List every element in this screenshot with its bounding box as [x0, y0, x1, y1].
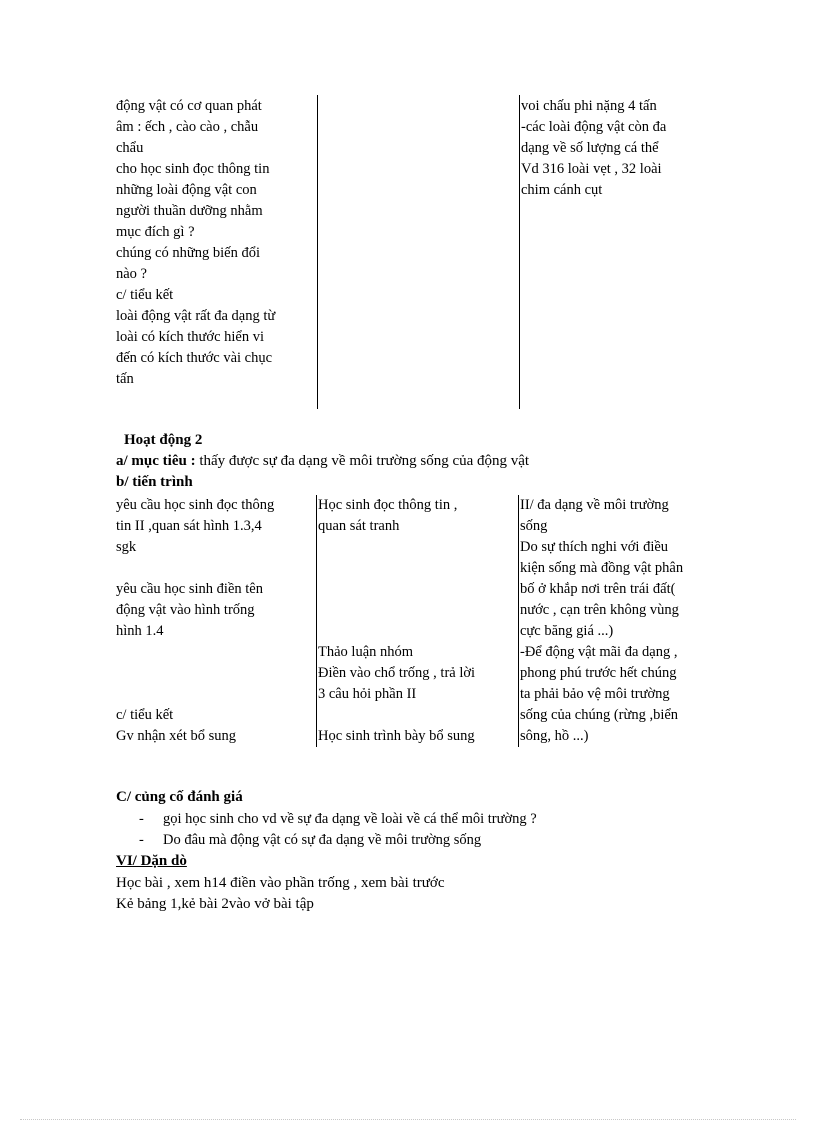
table1-col1-line: những loài động vật con [116, 182, 257, 198]
table2-col1-line: hình 1.4 [116, 623, 164, 639]
table2-col2-line [318, 621, 518, 642]
table1-col1-line: chẩu [116, 140, 144, 156]
table2-col1-line: yêu cầu học sinh đọc thông [116, 497, 275, 513]
table1-col3-line: Vd 316 loài vẹt , 32 loài [521, 161, 662, 177]
table2-col1-line [116, 684, 316, 705]
table2-col2-line [318, 537, 518, 558]
table2-col3-line: sông, hồ ...) [520, 728, 589, 744]
objective-label: a/ mục tiêu : [116, 453, 196, 469]
homework-title: VI/ Dặn dò [116, 853, 187, 869]
consolidation-title: C/ củng cố đánh giá [116, 789, 243, 805]
table1-col3-line: dạng về số lượng cá thể [521, 140, 659, 156]
homework-line: Học bài , xem h14 điền vào phần trống , xem bài trước [116, 875, 445, 891]
table2-col1-line: tin II ,quan sát hình 1.3,4 [116, 518, 262, 534]
table2-col1 [116, 495, 316, 747]
table2-col3-line: nước , cạn trên không vùng [520, 602, 679, 618]
table2-col3-line: kiện sống mà đồng vật phân [520, 560, 684, 576]
table1-col1-line: loài có kích thước hiển vi [116, 329, 265, 345]
table2-col2-line [318, 600, 518, 621]
table2-col3-line: sống [520, 518, 548, 534]
table2-col1-line [116, 642, 316, 663]
table2-col1-line: Gv nhận xét bổ sung [116, 728, 237, 744]
table2-col3-line: Do sự thích nghi với điều [520, 539, 669, 555]
table1-col3-line: voi chấu phi nặng 4 tấn [521, 98, 657, 114]
bullet-marker: - [139, 832, 144, 848]
table2-col2-line: Học sinh trình bày bổ sung [318, 728, 475, 744]
page-bottom-border [20, 1119, 796, 1120]
table2-col1-line: yêu cầu học sinh điền tên [116, 581, 263, 597]
table2-col2 [318, 495, 518, 747]
table1-col3 [521, 96, 721, 201]
table1-col1-line: loài động vật rất đa dạng từ [116, 308, 276, 324]
table1-col1-line: mục đích gì ? [116, 224, 195, 240]
table1-divider-left [317, 95, 318, 409]
table1-col1-line: đến có kích thước vài chục [116, 350, 273, 366]
consolidation-bullet [139, 811, 537, 828]
table1-col3-line: -các loài động vật còn đa [521, 119, 667, 135]
activity2-objective [116, 453, 529, 470]
table2-col1-line [116, 558, 316, 579]
activity2-process-label: b/ tiến trình [116, 474, 193, 490]
bullet-marker: - [139, 811, 144, 827]
table2-col2-line [318, 558, 518, 579]
homework-line: Kẻ bảng 1,kẻ bài 2vào vở bài tập [116, 896, 314, 912]
table1-col1-line: nào ? [116, 266, 147, 282]
table2-col3-line: -Để động vật mãi đa dạng , [520, 644, 678, 660]
table1-col1 [116, 96, 316, 390]
table2-divider-right [518, 495, 519, 747]
table2-col1-line [116, 663, 316, 684]
table2-col2-line: Học sinh đọc thông tin , [318, 497, 458, 513]
table1-col1-line: cho học sinh đọc thông tin [116, 161, 270, 177]
table2-col3 [520, 495, 730, 747]
table1-divider-right [519, 95, 520, 409]
consolidation-bullet [139, 832, 481, 849]
bullet-text: Do đâu mà động vật có sự đa dạng về môi trường sống [163, 832, 482, 848]
table1-col1-line: động vật có cơ quan phát [116, 98, 262, 114]
table2-col3-line: sống của chúng (rừng ,biển [520, 707, 679, 723]
activity2-title: Hoạt động 2 [124, 432, 203, 448]
table2-divider-left [316, 495, 317, 747]
table1-col1-line: c/ tiểu kết [116, 287, 174, 303]
table2-col2-line: Thảo luận nhóm [318, 644, 414, 660]
table1-col3-line: chim cánh cụt [521, 182, 603, 198]
bullet-text: gọi học sinh cho vd về sự đa dạng về loài về cá thể môi trường ? [163, 811, 537, 827]
table1-col1-line: người thuần dưỡng nhằm [116, 203, 263, 219]
table2-col1-line: sgk [116, 539, 137, 555]
objective-text: thấy được sự đa dạng về môi trường sống của động vật [199, 453, 530, 469]
table1-col1-line: chúng có những biến đổi [116, 245, 260, 261]
table2-col3-line: ta phải bảo vệ môi trường [520, 686, 670, 702]
table2-col2-line [318, 579, 518, 600]
table2-col1-line: c/ tiểu kết [116, 707, 174, 723]
table2-col2-line: Điền vào chổ trống , trả lời [318, 665, 476, 681]
table2-col3-line: cực băng giá ...) [520, 623, 614, 639]
table1-col1-line: âm : ếch , cào cào , chẫu [116, 119, 259, 135]
table2-col2-line: 3 câu hỏi phần II [318, 686, 417, 702]
table1-col1-line: tấn [116, 371, 134, 387]
table2-col3-line: bố ở khắp nơi trên trái đất( [520, 581, 676, 597]
table2-col3-line: II/ đa dạng về môi trường [520, 497, 669, 513]
table2-col3-line: phong phú trước hết chúng [520, 665, 677, 681]
table2-col2-line [318, 705, 518, 726]
table2-col1-line: động vật vào hình trống [116, 602, 255, 618]
table2-col2-line: quan sát tranh [318, 518, 400, 534]
